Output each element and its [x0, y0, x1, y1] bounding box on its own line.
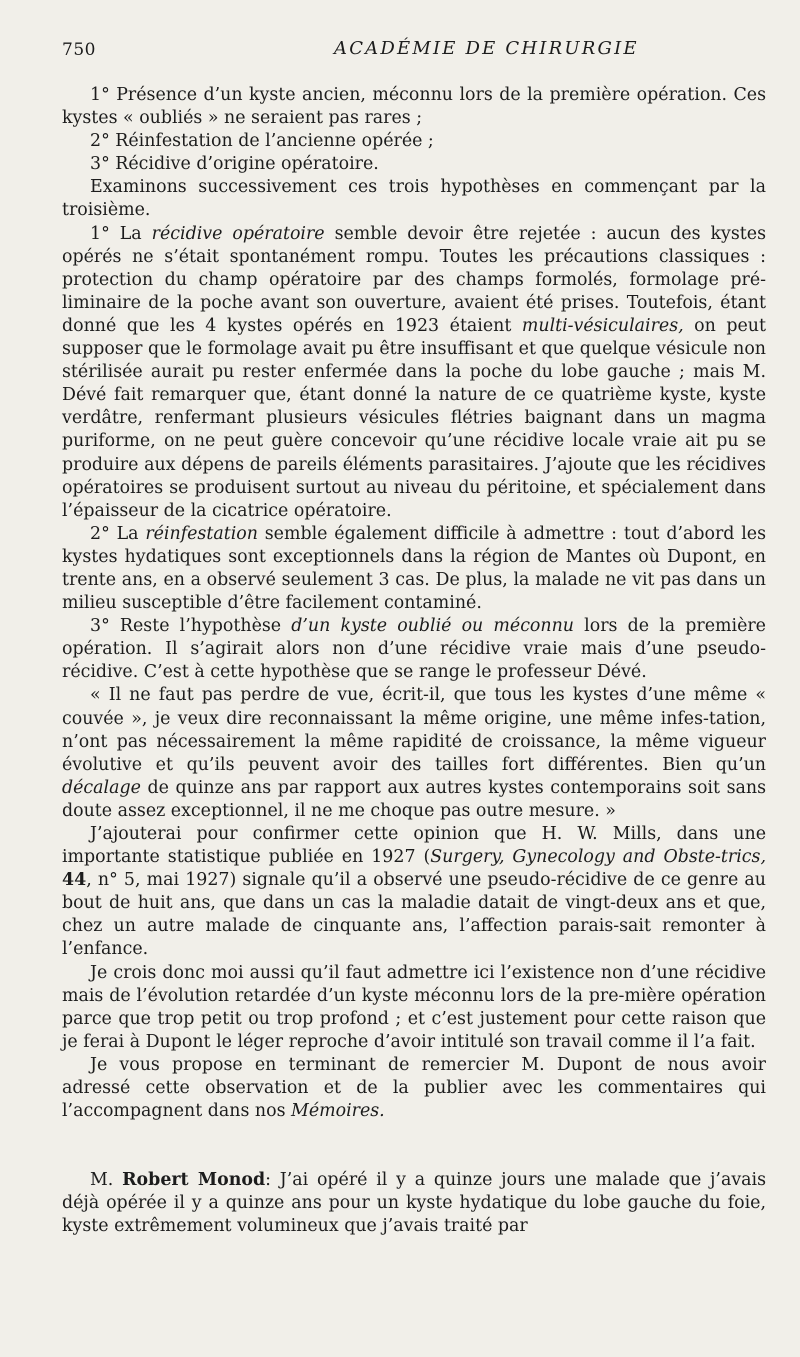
- body-paragraph: [62, 823, 766, 962]
- italic-text: récidive opératoire: [151, 223, 325, 244]
- page-number: 750: [62, 40, 96, 60]
- discussion-text: J’ai opéré il y a quinze jours une malade que j’avais déjà opérée il y a quinze ans pour un kyste hydatique du lobe gauche du foie, kyste extrêmement volumineux que j’avais traité par: [62, 1170, 767, 1237]
- body-paragraph: [62, 523, 766, 615]
- body-paragraph: [62, 84, 766, 130]
- body-paragraph: [62, 962, 766, 1054]
- page-header: [62, 40, 762, 72]
- speaker-name: Robert Monod: [122, 1170, 266, 1191]
- paragraph-text: Examinons successivement ces trois hypothèses en commençant par la troisième.: [62, 177, 766, 221]
- paragraph-text: « Il ne faut pas perdre de vue, écrit-il, que tous les kystes d’une même « couvée », je veux dire reconnaissant la même origine, une même infes-tation, n’ont pas nécessairement la même rapidité de croissance, la même vigueur évolutive et qu’ils peuvent avoir des tailles fort différentes. Bien qu’un: [62, 685, 766, 775]
- italic-text: Surgery, Gynecology and Obste-trics,: [430, 847, 766, 868]
- paragraph-text: J’ajouterai pour confirmer cette opinion que H. W. Mills, dans une importante statistique publiée en 1927 (: [62, 824, 766, 868]
- paragraph-text: Je crois donc moi aussi qu’il faut admettre ici l’existence non d’une récidive mais de l’évolution retardée d’un kyste méconnu lors de la pre-mière opération parce que trop petit ou trop profond ; et c’est justement pour cette raison que je ferai à Dupont le léger reproche d’avoir intitulé son travail comme il l’a fait.: [62, 962, 766, 1052]
- paragraph-text: lors de la première opération. Il s’agirait alors non d’une récidive vraie mais d’une pseudo-récidive. C’est à cette hypothèse que se range le professeur Dévé.: [62, 616, 766, 683]
- italic-text: multi-vésiculaires,: [521, 315, 684, 336]
- body-paragraph: [62, 615, 766, 684]
- paragraph-text: , n° 5, mai 1927) signale qu’il a observé une pseudo-récidive de ce genre au bout de huit ans, que dans un cas la maladie datait de vingt-deux ans et que, chez un autre malade de cinquante ans, l’affection parais-sait remonter à l’enfance.: [62, 870, 766, 960]
- body-paragraph: [62, 1054, 766, 1123]
- body-paragraph: [62, 153, 766, 176]
- italic-text: d’un kyste oublié ou méconnu: [291, 616, 575, 637]
- running-title: ACADÉMIE DE CHIRURGIE: [334, 38, 639, 59]
- italic-text: Mémoires.: [291, 1101, 385, 1122]
- paragraph-text: 3° Récidive d’origine opératoire.: [90, 154, 379, 175]
- body-paragraph: [62, 130, 766, 153]
- discussion-paragraph: [62, 1169, 766, 1238]
- discussion-prefix: M.: [90, 1170, 123, 1191]
- italic-text: réinfestation: [145, 523, 258, 544]
- paragraph-text: semble devoir être rejetée : aucun des kystes opérés ne s’était spontanément rompu. Toutes les précautions classiques : protection du champ opératoire par des champs formolés, formolage pré-liminaire de la poche avant son ouverture, avaient été prises. Toutefois, étant donné que les 4 kystes opérés en 1923 étaient: [62, 223, 766, 336]
- paragraph-text: semble également difficile à admettre : tout d’abord les kystes hydatiques sont exceptionnels dans la région de Mantes où Dupont, en trente ans, en a observé seulement 3 cas. De plus, la malade ne vit pas dans un milieu susceptible d’être facilement contaminé.: [62, 523, 766, 614]
- body-paragraph: [62, 684, 766, 823]
- paragraph-text: 3° Reste l’hypothèse: [90, 616, 292, 637]
- paragraph-text: 1° La: [90, 223, 152, 244]
- body-text: [62, 84, 766, 1239]
- bold-text: 44: [62, 870, 87, 891]
- paragraph-text: on peut supposer que le formolage avait pu être insuffisant et que quelque vésicule non stérilisée aurait pu rester enfermée dans la poche du lobe gauche ; mais M. Dévé fait remarquer que, étant donné la nature de ce quatrième kyste, kyste verdâtre, renfermant plusieurs vésicules flétries baignant dans un magma puriforme, on ne peut guère concevoir qu’une récidive locale vraie ait pu se produire aux dépens de pareils éléments parasitaires. J’ajoute que les récidives opératoires se produisent surtout au niveau du péritoine, et spécialement dans l’épaisseur de la cicatrice opératoire.: [62, 315, 766, 521]
- paragraph-text: 1° Présence d’un kyste ancien, méconnu lors de la première opération. Ces kystes « oubliés » ne seraient pas rares ;: [62, 85, 766, 129]
- body-paragraph: [62, 223, 766, 523]
- paragraph-text: Je vous propose en terminant de remercier M. Dupont de nous avoir adressé cette observation et de la publier avec les commentaires qui l’accompagnent dans nos: [62, 1054, 766, 1122]
- speaker-colon: :: [265, 1170, 271, 1191]
- paragraph-text: de quinze ans par rapport aux autres kystes contemporains soit sans doute assez exceptionnel, il ne me choque pas outre mesure. »: [62, 777, 766, 821]
- paragraph-text: 2° La: [90, 523, 146, 544]
- body-paragraph: [62, 176, 766, 222]
- paragraph-text: 2° Réinfestation de l’ancienne opérée ;: [90, 131, 434, 152]
- italic-text: décalage: [62, 777, 141, 798]
